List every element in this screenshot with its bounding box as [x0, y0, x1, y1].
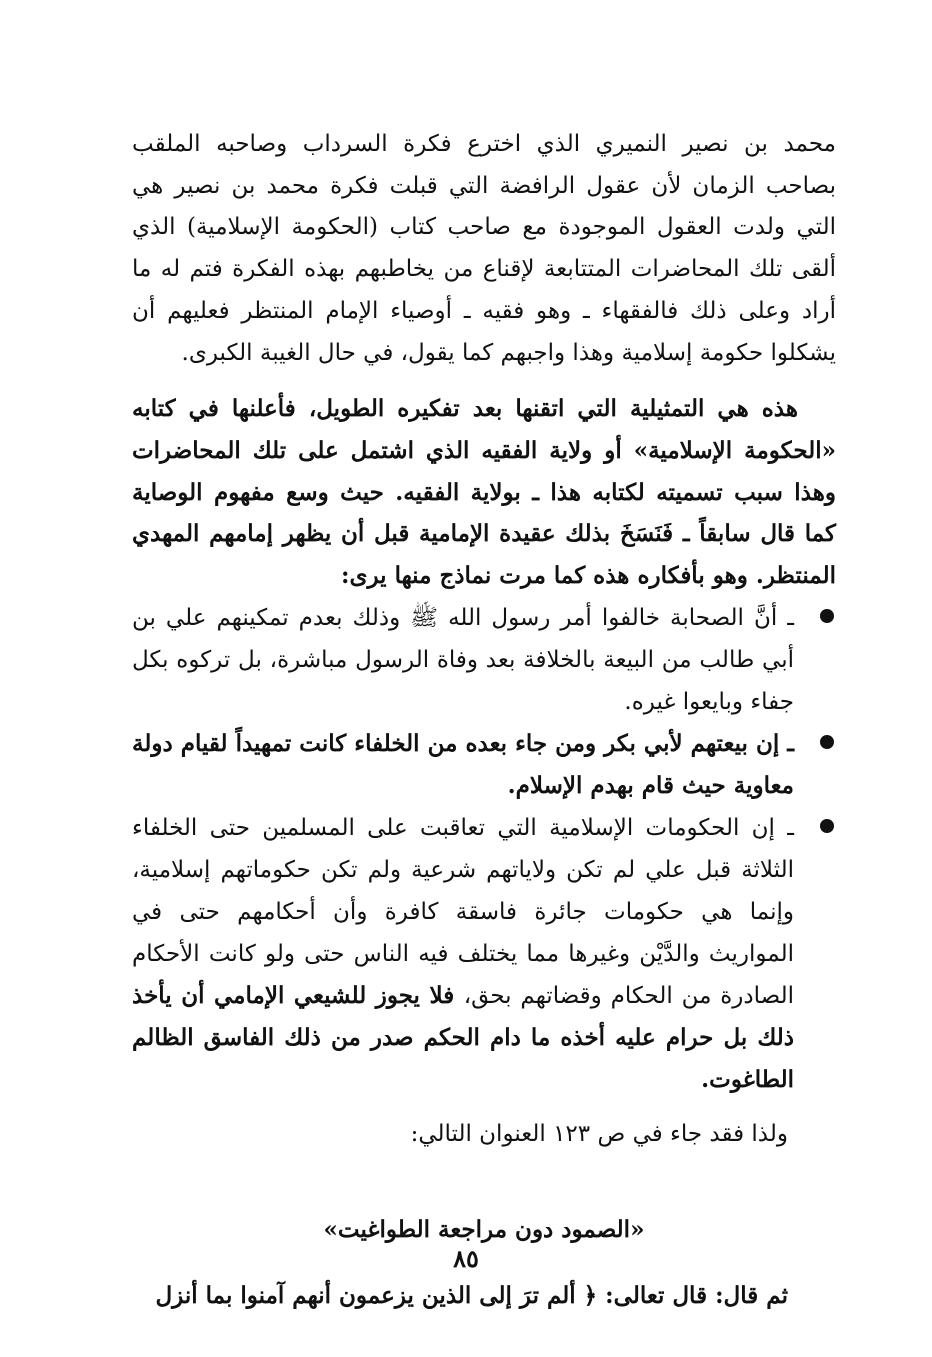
bullet-2-text: ـ إن بيعتهم لأبي بكر ومن جاء بعده من الخلفاء كانت تمهيداً لقيام دولة معاوية حيث قام بهدم الإسلام.: [132, 729, 794, 799]
bullet-3-text: ـ إن الحكومات الإسلامية التي تعاقبت على المسلمين حتى الخلفاء الثلاثة قبل علي لم تكن ولاياتهم شرعية ولم تكن حكوماتهم إسلامية، وإنما هي حكومات جائرة فاسقة كافرة وأن أحكامهم حتى في المواريث والدَّيْن وغيرها مما يختلف فيه الناس حتى ولو كانت الأحكام الصادرة من الحكام وقضاتهم بحق،: [132, 814, 794, 1009]
bullet-item-1: [132, 597, 836, 723]
quote-line: ثم قال: قال تعالى: ﴿ ألم ترَ إلى الذين يزعمون أنهم آمنوا بما أنزل: [155, 1281, 788, 1309]
section-heading: «الصمود دون مراجعة الطواغيت»: [323, 1215, 645, 1243]
bullet-dot-icon: [820, 735, 834, 749]
bullet-item-3: [132, 807, 836, 1101]
bullet-list: [132, 597, 836, 1101]
page-number: ٨٥: [453, 1244, 479, 1273]
bullet-3-emphasis: فلا يجوز للشيعي الإمامي أن يأخذ ذلك بل حرام عليه أخذه ما دام الحكم صدر من ذلك الفاسق الظالم الطاغوت.: [132, 981, 794, 1093]
bullet-dot-icon: [820, 609, 834, 623]
bullet-dot-icon: [820, 819, 834, 833]
bullet-item-2: [132, 723, 836, 807]
paragraph-1: محمد بن نصير النميري الذي اخترع فكرة السرداب وصاحبه الملقب بصاحب الزمان لأن عقول الرافضة التي قبلت فكرة محمد بن نصير هي التي ولدت العقول الموجودة مع صاحب كتاب (الحكومة الإسلامية) الذي ألقى تلك المحاضرات المتتابعة لإقناع من يخاطبهم بهذه الفكرة فتم له ما أراد وعلى ذلك فالفقهاء ـ وهو فقيه ـ أوصياء الإمام المنتظر فعليهم أن يشكلوا حكومة إسلامية وهذا واجبهم كما يقول، في حال الغيبة الكبرى.: [132, 131, 837, 366]
bullet-1-text: ـ أنَّ الصحابة خالفوا أمر رسول الله ﷺ وذلك بعدم تمكينهم علي بن أبي طالب من البيعة بالخلافة بعد وفاة الرسول مباشرة، بل تركوه بكل جفاء وبايعوا غيره.: [132, 604, 794, 715]
paragraph-2: هذه هي التمثيلية التي اتقنها بعد تفكيره الطويل، فأعلنها في كتابه «الحكومة الإسلامية» أو ولاية الفقيه الذي اشتمل على تلك المحاضرات وهذا سبب تسميته لكتابه هذا ـ بولاية الفقيه. حيث وسع مفهوم الوصاية كما قال سابقاً ـ فَنَسَخَ بذلك عقيدة الإمامية قبل أن يظهر إمامهم المهدي المنتظر. وهو بأفكاره هذه كما مرت نماذج منها يرى:: [132, 395, 836, 590]
reference-note: ولذا فقد جاء في ص ١٢٣ العنوان التالي:: [410, 1120, 788, 1147]
